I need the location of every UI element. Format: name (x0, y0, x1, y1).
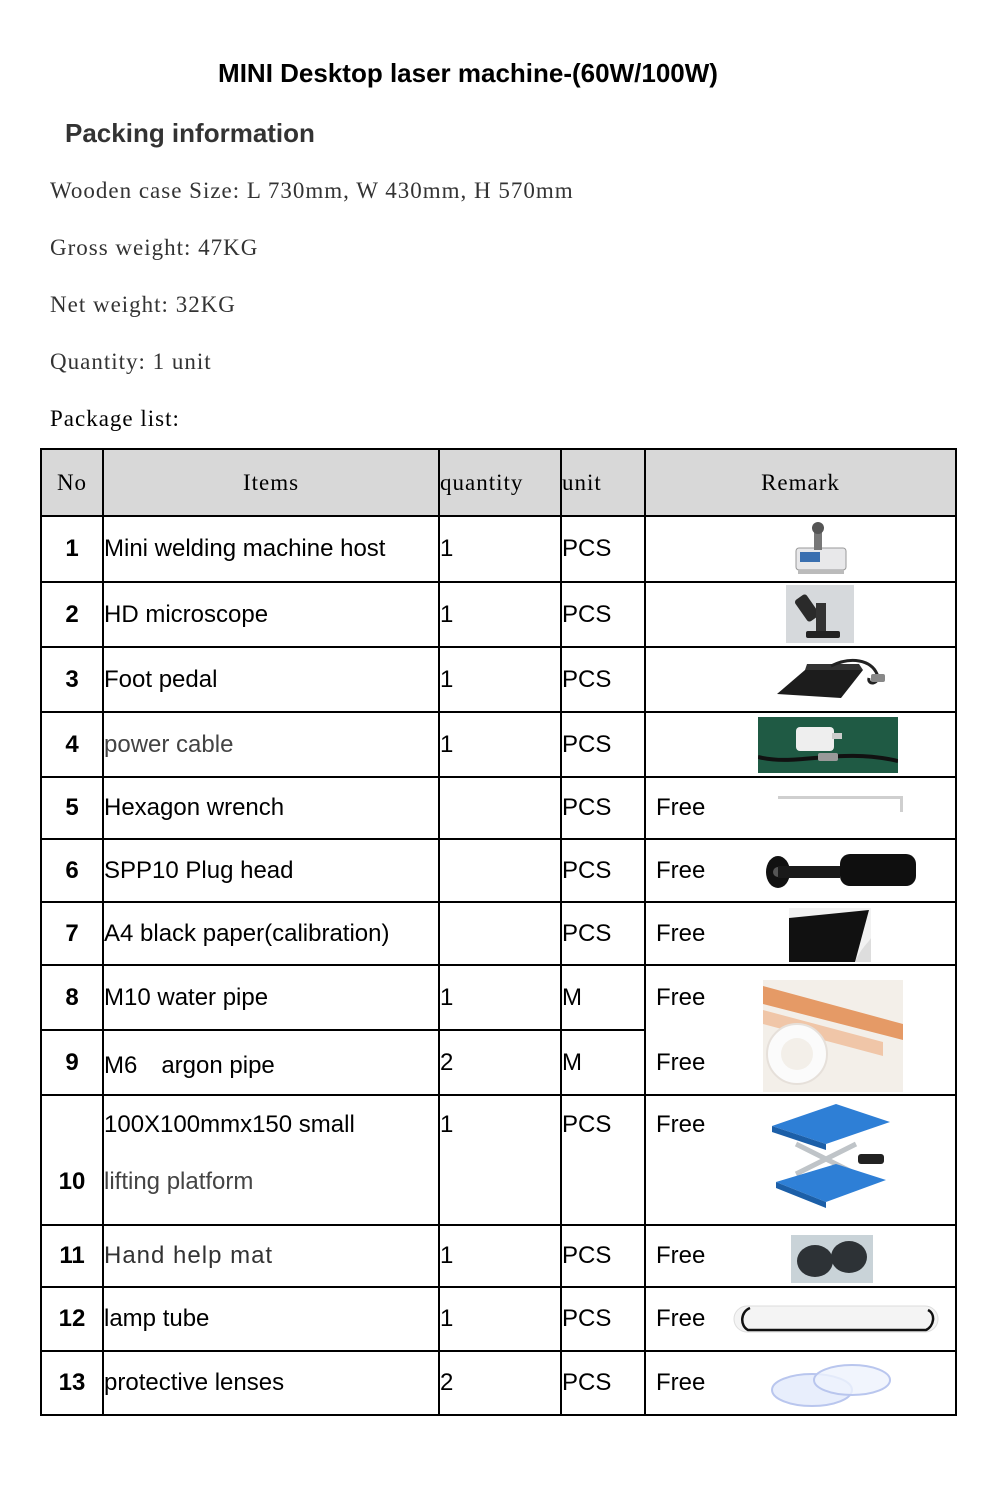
row-unit: PCS (561, 839, 645, 902)
row-item-line-1: 100X100mmx150 small (104, 1111, 355, 1138)
row-item: Mini welding machine host (103, 516, 439, 582)
row-quantity: 1 (439, 582, 561, 647)
row-quantity (439, 777, 561, 839)
row-item: Hand help mat (103, 1225, 439, 1287)
table-header-row (41, 449, 956, 516)
package-table (40, 448, 957, 1416)
header-quantity: quantity (439, 449, 561, 516)
row-quantity: 1 (439, 647, 561, 712)
row-number: 11 (41, 1225, 103, 1287)
row-unit: PCS (561, 1225, 645, 1287)
row-quantity: 1 (439, 712, 561, 777)
row-item: M6 argon pipe (103, 1030, 439, 1095)
row-remark-text: Free (656, 1111, 706, 1138)
lifting-platform-image (766, 1104, 894, 1208)
row-remark (645, 839, 956, 902)
table-row (41, 1225, 956, 1287)
table-row (41, 777, 956, 839)
net-weight-line: Net weight: 32KG (50, 292, 236, 317)
row-remark (645, 1225, 956, 1287)
row-unit: PCS (561, 777, 645, 839)
row-number: 3 (41, 647, 103, 712)
row-remark (645, 712, 956, 777)
table-row (41, 582, 956, 647)
table-row (41, 965, 956, 1030)
row-quantity: 2 (439, 1030, 561, 1095)
protective-lenses-image (768, 1362, 894, 1408)
header-no: No (41, 449, 103, 516)
table-row (41, 1287, 956, 1351)
header-unit: unit (561, 449, 645, 516)
microscope-image (786, 585, 854, 643)
row-remark-text: Free (656, 856, 706, 884)
row-remark-text: Free (656, 983, 706, 1011)
section-heading: Packing information (65, 118, 315, 148)
row-quantity: 1 (439, 1225, 561, 1287)
row-remark-text: Free (656, 919, 706, 947)
foot-pedal-image (771, 654, 891, 706)
row-remark (645, 1095, 956, 1225)
hexagon-wrench-image (774, 782, 908, 816)
row-remark (645, 965, 956, 1030)
power-cable-image (758, 717, 898, 773)
row-number: 7 (41, 902, 103, 965)
row-remark (645, 582, 956, 647)
row-number: 4 (41, 712, 103, 777)
table-row (41, 1351, 956, 1415)
document-title: MINI Desktop laser machine-(60W/100W) (218, 58, 718, 88)
table-row (41, 1095, 956, 1225)
row-quantity: 1 (439, 965, 561, 1030)
row-remark (645, 1351, 956, 1415)
row-item-line-2: lifting platform (104, 1168, 254, 1195)
row-quantity: 1 (439, 1095, 561, 1225)
row-unit: PCS (561, 1287, 645, 1351)
row-remark (645, 902, 956, 965)
row-quantity: 1 (439, 516, 561, 582)
package-list-label: Package list: (50, 406, 180, 431)
row-remark (645, 516, 956, 582)
row-remark-text: Free (656, 1305, 706, 1332)
row-number: 6 (41, 839, 103, 902)
quantity-line: Quantity: 1 unit (50, 349, 212, 374)
table-row (41, 516, 956, 582)
row-item (103, 1095, 439, 1225)
row-item: protective lenses (103, 1351, 439, 1415)
row-item: HD microscope (103, 582, 439, 647)
row-item: A4 black paper(calibration) (103, 902, 439, 965)
row-number: 2 (41, 582, 103, 647)
row-remark-text: Free (656, 1048, 706, 1076)
row-unit: PCS (561, 1351, 645, 1415)
table-row (41, 647, 956, 712)
row-remark-text: Free (656, 794, 706, 821)
row-remark-text: Free (656, 1242, 706, 1269)
row-unit: M (561, 965, 645, 1030)
welding-machine-image (786, 520, 856, 578)
row-remark (645, 777, 956, 839)
row-item: SPP10 Plug head (103, 839, 439, 902)
water-pipe-image (763, 980, 903, 1092)
table-row (41, 839, 956, 902)
row-quantity: 1 (439, 1287, 561, 1351)
row-remark (645, 647, 956, 712)
row-number: 9 (41, 1030, 103, 1095)
table-row (41, 902, 956, 965)
case-size-line: Wooden case Size: L 730mm, W 430mm, H 570mm (50, 178, 574, 203)
row-number: 1 (41, 516, 103, 582)
row-item: Hexagon wrench (103, 777, 439, 839)
lamp-tube-image (730, 1302, 942, 1336)
row-item: power cable (103, 712, 439, 777)
row-quantity (439, 902, 561, 965)
hand-mat-image (791, 1235, 873, 1283)
row-unit: M (561, 1030, 645, 1095)
row-quantity: 2 (439, 1351, 561, 1415)
row-item: Foot pedal (103, 647, 439, 712)
row-number: 8 (41, 965, 103, 1030)
row-unit: PCS (561, 647, 645, 712)
row-unit: PCS (561, 516, 645, 582)
row-remark-text: Free (656, 1369, 706, 1396)
row-quantity (439, 839, 561, 902)
gross-weight-line: Gross weight: 47KG (50, 235, 259, 260)
row-unit: PCS (561, 1095, 645, 1225)
row-unit: PCS (561, 712, 645, 777)
header-items: Items (103, 449, 439, 516)
plug-head-image (764, 848, 920, 892)
row-number: 12 (41, 1287, 103, 1351)
row-number: 13 (41, 1351, 103, 1415)
black-paper-image (789, 908, 871, 962)
row-number: 10 (41, 1095, 103, 1225)
row-item: lamp tube (103, 1287, 439, 1351)
row-unit: PCS (561, 902, 645, 965)
row-unit: PCS (561, 582, 645, 647)
header-remark: Remark (645, 449, 956, 516)
row-remark (645, 1287, 956, 1351)
row-number: 5 (41, 777, 103, 839)
table-row (41, 712, 956, 777)
row-item: M10 water pipe (103, 965, 439, 1030)
